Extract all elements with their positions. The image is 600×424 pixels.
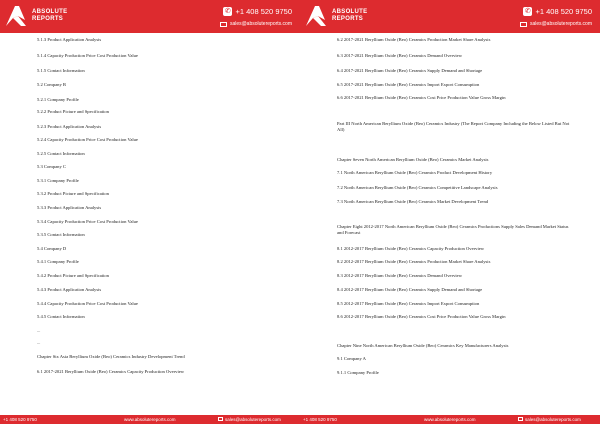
phone-icon: ✆ bbox=[525, 6, 531, 15]
brand-name: ABSOLUTE REPORTS bbox=[332, 9, 368, 22]
toc-line: Chapter Seven North American Beryllium Oxide (Beo) Ceramics Market Analysis bbox=[337, 157, 489, 162]
toc-line: 8.1 2012-2017 Beryllium Oxide (Beo) Ceramics Capacity Production Overview bbox=[337, 246, 485, 251]
toc-line: 5.2.5 Contact Information bbox=[37, 151, 85, 156]
toc-line: 7.2 North American Beryllium Oxide (Beo) Ceramics Competitive Landscape Analysis bbox=[337, 185, 498, 190]
header-phone[interactable]: ✆ +1 408 520 9750 bbox=[525, 6, 592, 16]
toc-line: 8.6 2012-2017 Beryllium Oxide (Beo) Ceramics Cost Price Production Value Gross Margin bbox=[337, 314, 506, 319]
toc-line: 5.1.5 Contact Information bbox=[37, 68, 85, 73]
brand-name: ABSOLUTE REPORTS bbox=[32, 9, 68, 22]
toc-line: 5.2.3 Product Application Analysis bbox=[37, 124, 102, 129]
footer-email[interactable]: sales@absolutereports.com bbox=[525, 417, 581, 422]
toc-line: 5.4.4 Capacity Production Price Cost Production Value bbox=[37, 301, 138, 306]
document-page-right bbox=[300, 0, 600, 424]
toc-line: 6.5 2017-2021 Beryllium Oxide (Beo) Ceramics Import Export Consumption bbox=[337, 82, 480, 87]
toc-line: 7.1 North American Beryllium Oxide (Beo) Ceramics Product Development History bbox=[337, 170, 493, 175]
ar-logo-icon bbox=[304, 4, 328, 28]
toc-line: 5.3.3 Product Application Analysis bbox=[37, 205, 102, 210]
toc-line: 5.4.1 Company Profile bbox=[37, 259, 79, 264]
mail-icon bbox=[218, 417, 223, 421]
phone-icon: ✆ bbox=[225, 6, 231, 15]
toc-line: 5.1.3 Product Application Analysis bbox=[37, 37, 102, 42]
toc-line: 5.3 Company C bbox=[37, 164, 66, 169]
page-footer bbox=[300, 415, 600, 424]
toc-line: 5.4.5 Contact Information bbox=[37, 314, 85, 319]
toc-line: 8.5 2012-2017 Beryllium Oxide (Beo) Ceramics Import Export Consumption bbox=[337, 301, 480, 306]
footer-email[interactable]: sales@absolutereports.com bbox=[225, 417, 281, 422]
page-header bbox=[0, 0, 300, 33]
toc-line: 8.4 2012-2017 Beryllium Oxide (Beo) Ceramics Supply Demand and Shortage bbox=[337, 287, 483, 292]
footer-phone[interactable]: +1 408 520 9750 bbox=[3, 417, 37, 422]
toc-line: 9.1.1 Company Profile bbox=[337, 370, 379, 375]
toc-line: 5.1.4 Capacity Production Price Cost Production Value bbox=[37, 53, 138, 58]
toc-line: Chapter Six Asia Beryllium Oxide (Beo) Ceramics Industry Development Trend bbox=[37, 354, 185, 359]
page-header bbox=[300, 0, 600, 33]
toc-line: 8.2 2012-2017 Beryllium Oxide (Beo) Ceramics Production Market Share Analysis bbox=[337, 259, 491, 264]
toc-line: 5.4.2 Product Picture and Specification bbox=[37, 273, 109, 278]
toc-line: 5.3.2 Product Picture and Specification bbox=[37, 191, 109, 196]
toc-line: Chapter Eight 2012-2017 North American Beryllium Oxide (Beo) Ceramics Productions Supply Sales Demand Market Status and Forecast bbox=[337, 224, 569, 235]
footer-website[interactable]: www.absolutereports.com bbox=[424, 417, 476, 422]
toc-line: 5.3.4 Capacity Production Price Cost Production Value bbox=[37, 219, 138, 224]
toc-line: 5.4.3 Product Application Analysis bbox=[37, 287, 102, 292]
toc-line: 7.3 North American Beryllium Oxide (Beo) Ceramics Market Development Trend bbox=[337, 199, 489, 204]
toc-line: 5.3.5 Contact Information bbox=[37, 232, 85, 237]
header-email[interactable]: sales@absolutereports.com bbox=[220, 20, 292, 28]
mail-icon bbox=[220, 22, 227, 27]
header-phone[interactable]: ✆ +1 408 520 9750 bbox=[225, 6, 292, 16]
toc-line: 5.2.2 Product Picture and Specification bbox=[37, 109, 109, 114]
toc-line: ... bbox=[37, 328, 41, 333]
toc-line: 9.1 Company A bbox=[337, 356, 366, 361]
header-email[interactable]: sales@absolutereports.com bbox=[520, 20, 592, 28]
toc-line: 8.3 2012-2017 Beryllium Oxide (Beo) Ceramics Demand Overview bbox=[337, 273, 463, 278]
toc-line: 5.2 Company B bbox=[37, 82, 66, 87]
toc-line: 5.4 Company D bbox=[37, 246, 67, 251]
footer-phone[interactable]: +1 408 520 9750 bbox=[303, 417, 337, 422]
footer-website[interactable]: www.absolutereports.com bbox=[124, 417, 176, 422]
toc-line: 6.4 2017-2021 Beryllium Oxide (Beo) Ceramics Supply Demand and Shortage bbox=[337, 68, 483, 73]
page-footer bbox=[0, 415, 300, 424]
toc-line: Chapter Nine North American Beryllium Oxide (Beo) Ceramics Key Manufacturers Analysis bbox=[337, 343, 509, 348]
toc-line: 6.2 2017-2021 Beryllium Oxide (Beo) Ceramics Production Market Share Analysis bbox=[337, 37, 491, 42]
ar-logo-icon bbox=[4, 4, 28, 28]
toc-line: Part III North American Beryllium Oxide (Beo) Ceramics Industry (The Report Company Including the Below Listed But Not All) bbox=[337, 121, 570, 132]
mail-icon bbox=[520, 22, 527, 27]
toc-line: 5.2.1 Company Profile bbox=[37, 97, 79, 102]
toc-line: 5.2.4 Capacity Production Price Cost Production Value bbox=[37, 137, 138, 142]
toc-line: 6.1 2017-2021 Beryllium Oxide (Beo) Ceramics Capacity Production Overview bbox=[37, 369, 185, 374]
mail-icon bbox=[518, 417, 523, 421]
toc-line: 6.3 2017-2021 Beryllium Oxide (Beo) Ceramics Demand Overview bbox=[337, 53, 463, 58]
toc-line: 5.3.1 Company Profile bbox=[37, 178, 79, 183]
toc-line: 6.6 2017-2021 Beryllium Oxide (Beo) Ceramics Cost Price Production Value Gross Margin bbox=[337, 95, 506, 100]
toc-line: ... bbox=[37, 340, 41, 345]
